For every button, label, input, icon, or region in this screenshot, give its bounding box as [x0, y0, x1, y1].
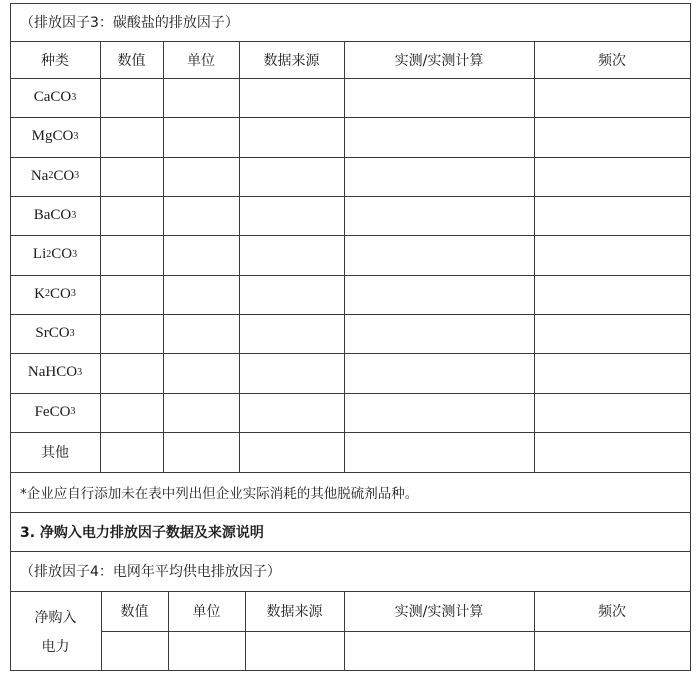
header-measured: 实测/实测计算	[394, 52, 484, 69]
carbonate-name: BaCO 3	[33, 207, 77, 224]
row-divider	[10, 314, 691, 315]
f4-header-data-source: 数据来源	[266, 604, 323, 620]
row-divider	[10, 432, 691, 433]
carbonate-name: MgCO 3	[31, 128, 79, 145]
factor3-note: *企业应自行添加未在表中列出但企业实际消耗的其他脱硫剂品种。	[20, 486, 419, 502]
electricity-label-line2: 电力	[41, 639, 70, 655]
factor3-title: （排放因子3：碳酸盐的排放因子）	[20, 15, 239, 31]
row-divider	[10, 117, 691, 118]
header-frequency: 频次	[598, 52, 626, 69]
row-divider	[10, 275, 691, 276]
f4-header-frequency: 频次	[598, 604, 626, 620]
carbonate-name: Na 2 CO 3	[30, 167, 80, 184]
carbonate-name: Li 2 CO 3	[32, 246, 78, 263]
carbonate-name: CaCO 3	[33, 89, 77, 106]
carbonate-name: K 2 CO 3	[34, 285, 76, 302]
factor4-title: （排放因子4：电网年平均供电排放因子）	[20, 564, 281, 580]
carbonate-name: NaHCO 3	[27, 364, 83, 381]
f4-header-measured: 实测/实测计算	[394, 604, 484, 620]
row-divider	[10, 353, 691, 354]
row-divider	[10, 393, 691, 394]
header-type: 种类	[41, 52, 69, 69]
header-value: 数值	[117, 52, 146, 69]
carbonate-name: FeCO 3	[34, 403, 76, 420]
header-unit: 单位	[187, 52, 215, 69]
section3-heading: 3. 净购入电力排放因子数据及来源说明	[20, 524, 264, 541]
header-data-source: 数据来源	[263, 52, 320, 69]
electricity-label-line1: 净购入	[34, 610, 77, 626]
f4-header-unit: 单位	[192, 604, 221, 620]
row-divider	[10, 196, 691, 197]
carbonate-name: SrCO 3	[35, 325, 75, 342]
other-row-label: 其他	[41, 445, 69, 461]
row-divider	[10, 157, 691, 158]
f4-header-value: 数值	[120, 604, 149, 620]
row-divider	[10, 235, 691, 236]
